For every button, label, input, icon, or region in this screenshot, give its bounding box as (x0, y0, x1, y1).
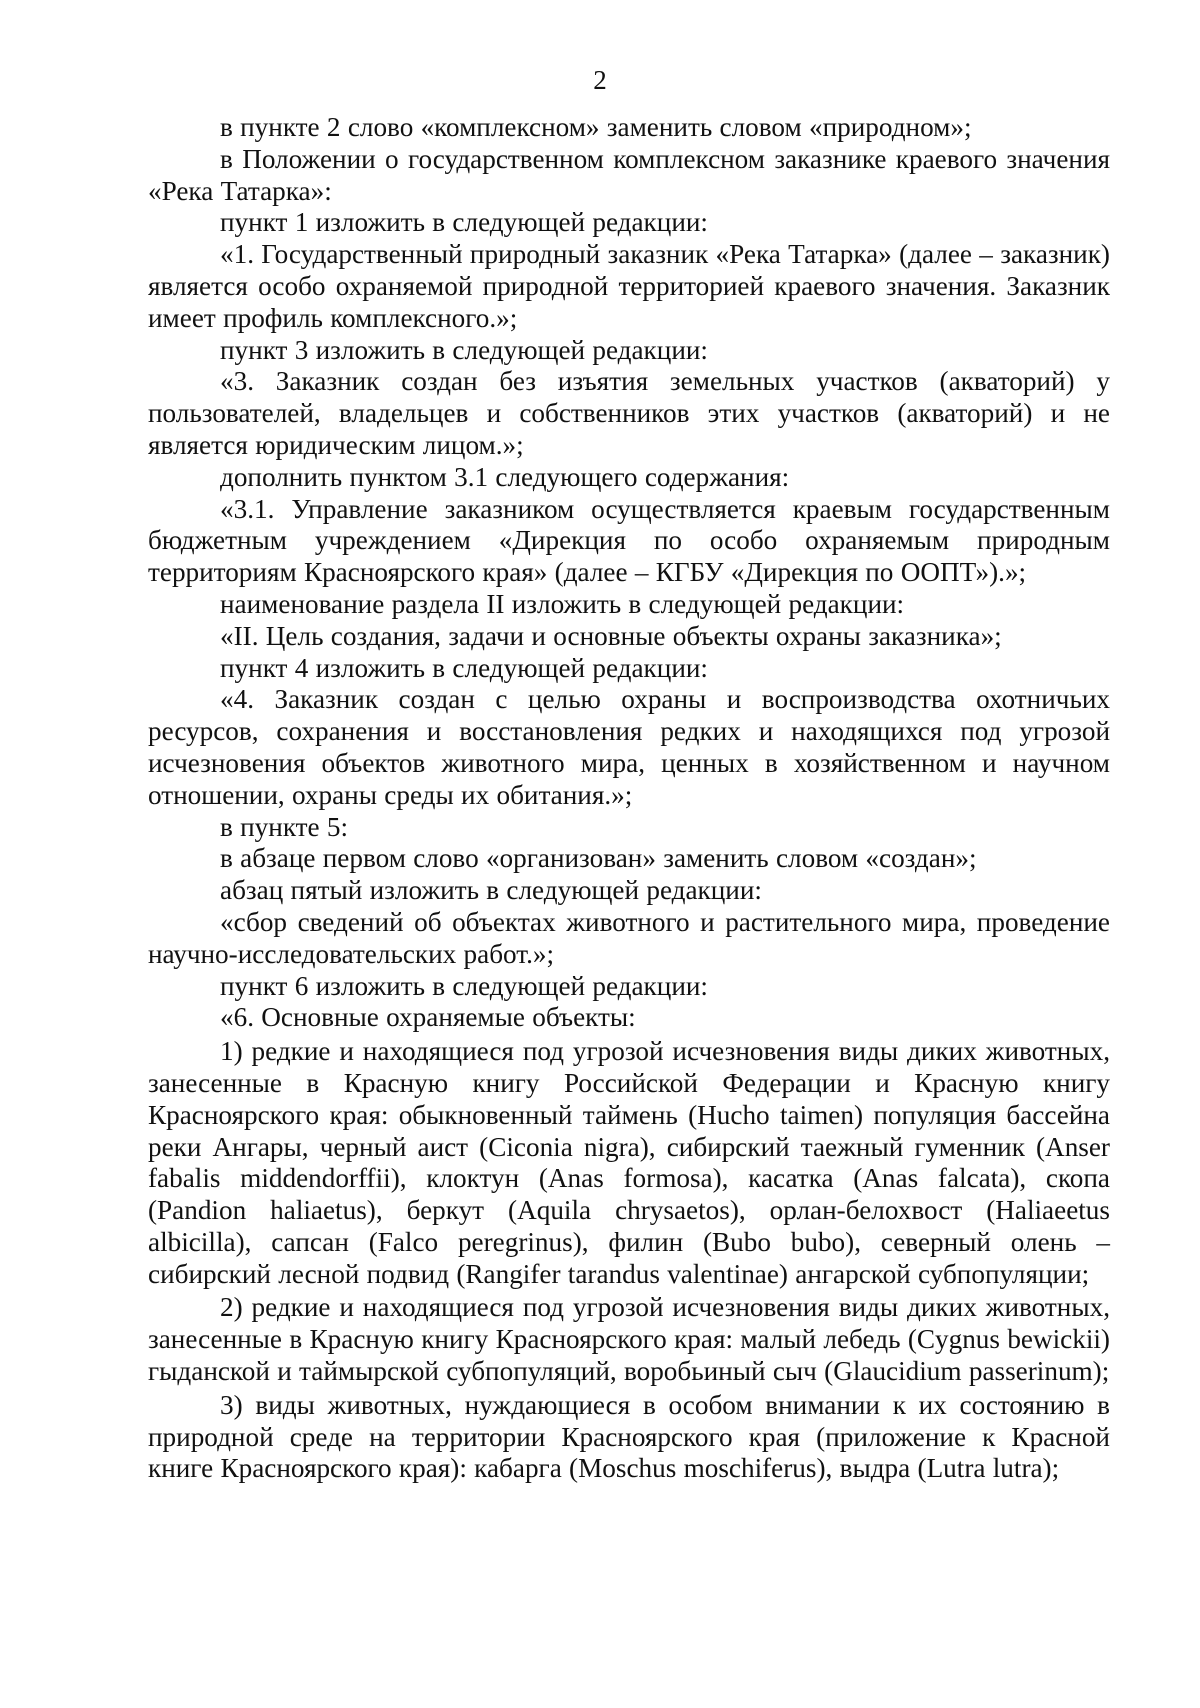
paragraph-regulation-heading: в Положении о государственном комплексном заказнике краевого значения «Река Татарка»: (148, 143, 1110, 206)
paragraph-point-4-instruction: пункт 4 изложить в следующей редакции: (220, 652, 708, 683)
paragraph-point-6-instruction: пункт 6 изложить в следующей редакции: (220, 970, 708, 1001)
paragraph-point-5-first-abzac: в абзаце первом слово «организован» заменить словом «создан»; (220, 843, 977, 874)
paragraph-point-3-text: «3. Заказник создан без изъятия земельных участков (акваторий) у пользователей, владельцев и собственников этих участков (акваторий) и не является юридическим лицом.»; (148, 366, 1110, 460)
paragraph-point-5-heading: в пункте 5: (220, 811, 349, 842)
paragraph-section-2-instruction: наименование раздела II изложить в следующей редакции: (220, 588, 905, 619)
paragraph-point-5-fifth-abzac-text: «сбор сведений об объектах животного и растительного мира, проведение научно-исследовательских работ.»; (148, 906, 1110, 969)
paragraph-section-2-title: «II. Цель создания, задачи и основные объекты охраны заказника»; (220, 620, 1002, 651)
page-number: 2 (593, 65, 607, 95)
document-body (148, 112, 1110, 1485)
paragraph-point-3-1-instruction: дополнить пунктом 3.1 следующего содержания: (220, 461, 790, 492)
paragraph-point-5-fifth-abzac-instruction: абзац пятый изложить в следующей редакции: (220, 875, 762, 906)
list-item-protected-species-1: 1) редкие и находящиеся под угрозой исчезновения виды диких животных, занесенные в Красную книгу Российской Федерации и Красную книгу Красноярского края: обыкновенный таймень (Hucho taimen) популяция бассейна реки Ангары, черный аист (Ciconia nigra), сибирский таежный гуменник (Anser fabalis middendorffii), клоктун (Anas formosa), касатка (Anas falcata), скопа (Pandion haliaetus), беркут (Aquila chrysaetos), орлан-белохвост (Haliaeetus albicilla), сапсан (Falco peregrinus), филин (Bubo bubo), северный олень – сибирский лесной подвид (Rangifer tarandus valentinae) ангарской субпопуляции; (148, 1036, 1110, 1289)
paragraph-point-1-instruction: пункт 1 изложить в следующей редакции: (220, 207, 708, 238)
paragraph-point-3-1-text: «3.1. Управление заказником осуществляется краевым государственным бюджетным учреждением «Дирекция по особо охраняемым природным территориям Красноярского края» (далее – КГБУ «Дирекция по ООПТ»).»; (148, 493, 1110, 588)
paragraph-point-4-text: «4. Заказник создан с целью охраны и воспроизводства охотничьих ресурсов, сохранения и восстановления редких и находящихся под угрозой исчезновения объектов животного мира, ценных в хозяйственном и научном отношении, охраны среды их обитания.»; (148, 684, 1110, 810)
paragraph-point-1-text: «1. Государственный природный заказник «Река Татарка» (далее – заказник) является особо охраняемой природной территорией краевого значения. Заказник имеет профиль комплексного.»; (148, 239, 1110, 333)
paragraph-point-6-title: «6. Основные охраняемые объекты: (220, 1002, 636, 1033)
paragraph-point-3-instruction: пункт 3 изложить в следующей редакции: (220, 334, 708, 365)
list-item-protected-species-3: 3) виды животных, нуждающиеся в особом внимании к их состоянию в природной среде на территории Красноярского края (приложение к Красной книге Красноярского края): кабарга (Moschus moschiferus), выдра (Lutra lutra); (148, 1389, 1110, 1484)
paragraph-amendment-point-2: в пункте 2 слово «комплексном» заменить словом «природном»; (220, 112, 972, 142)
list-item-protected-species-2: 2) редкие и находящиеся под угрозой исчезновения виды диких животных, занесенные в Красную книгу Красноярского края: малый лебедь (Cygnus bewickii) гыданской и таймырской субпопуляций, воробьиный сыч (Glaucidium passerinum); (148, 1292, 1110, 1387)
